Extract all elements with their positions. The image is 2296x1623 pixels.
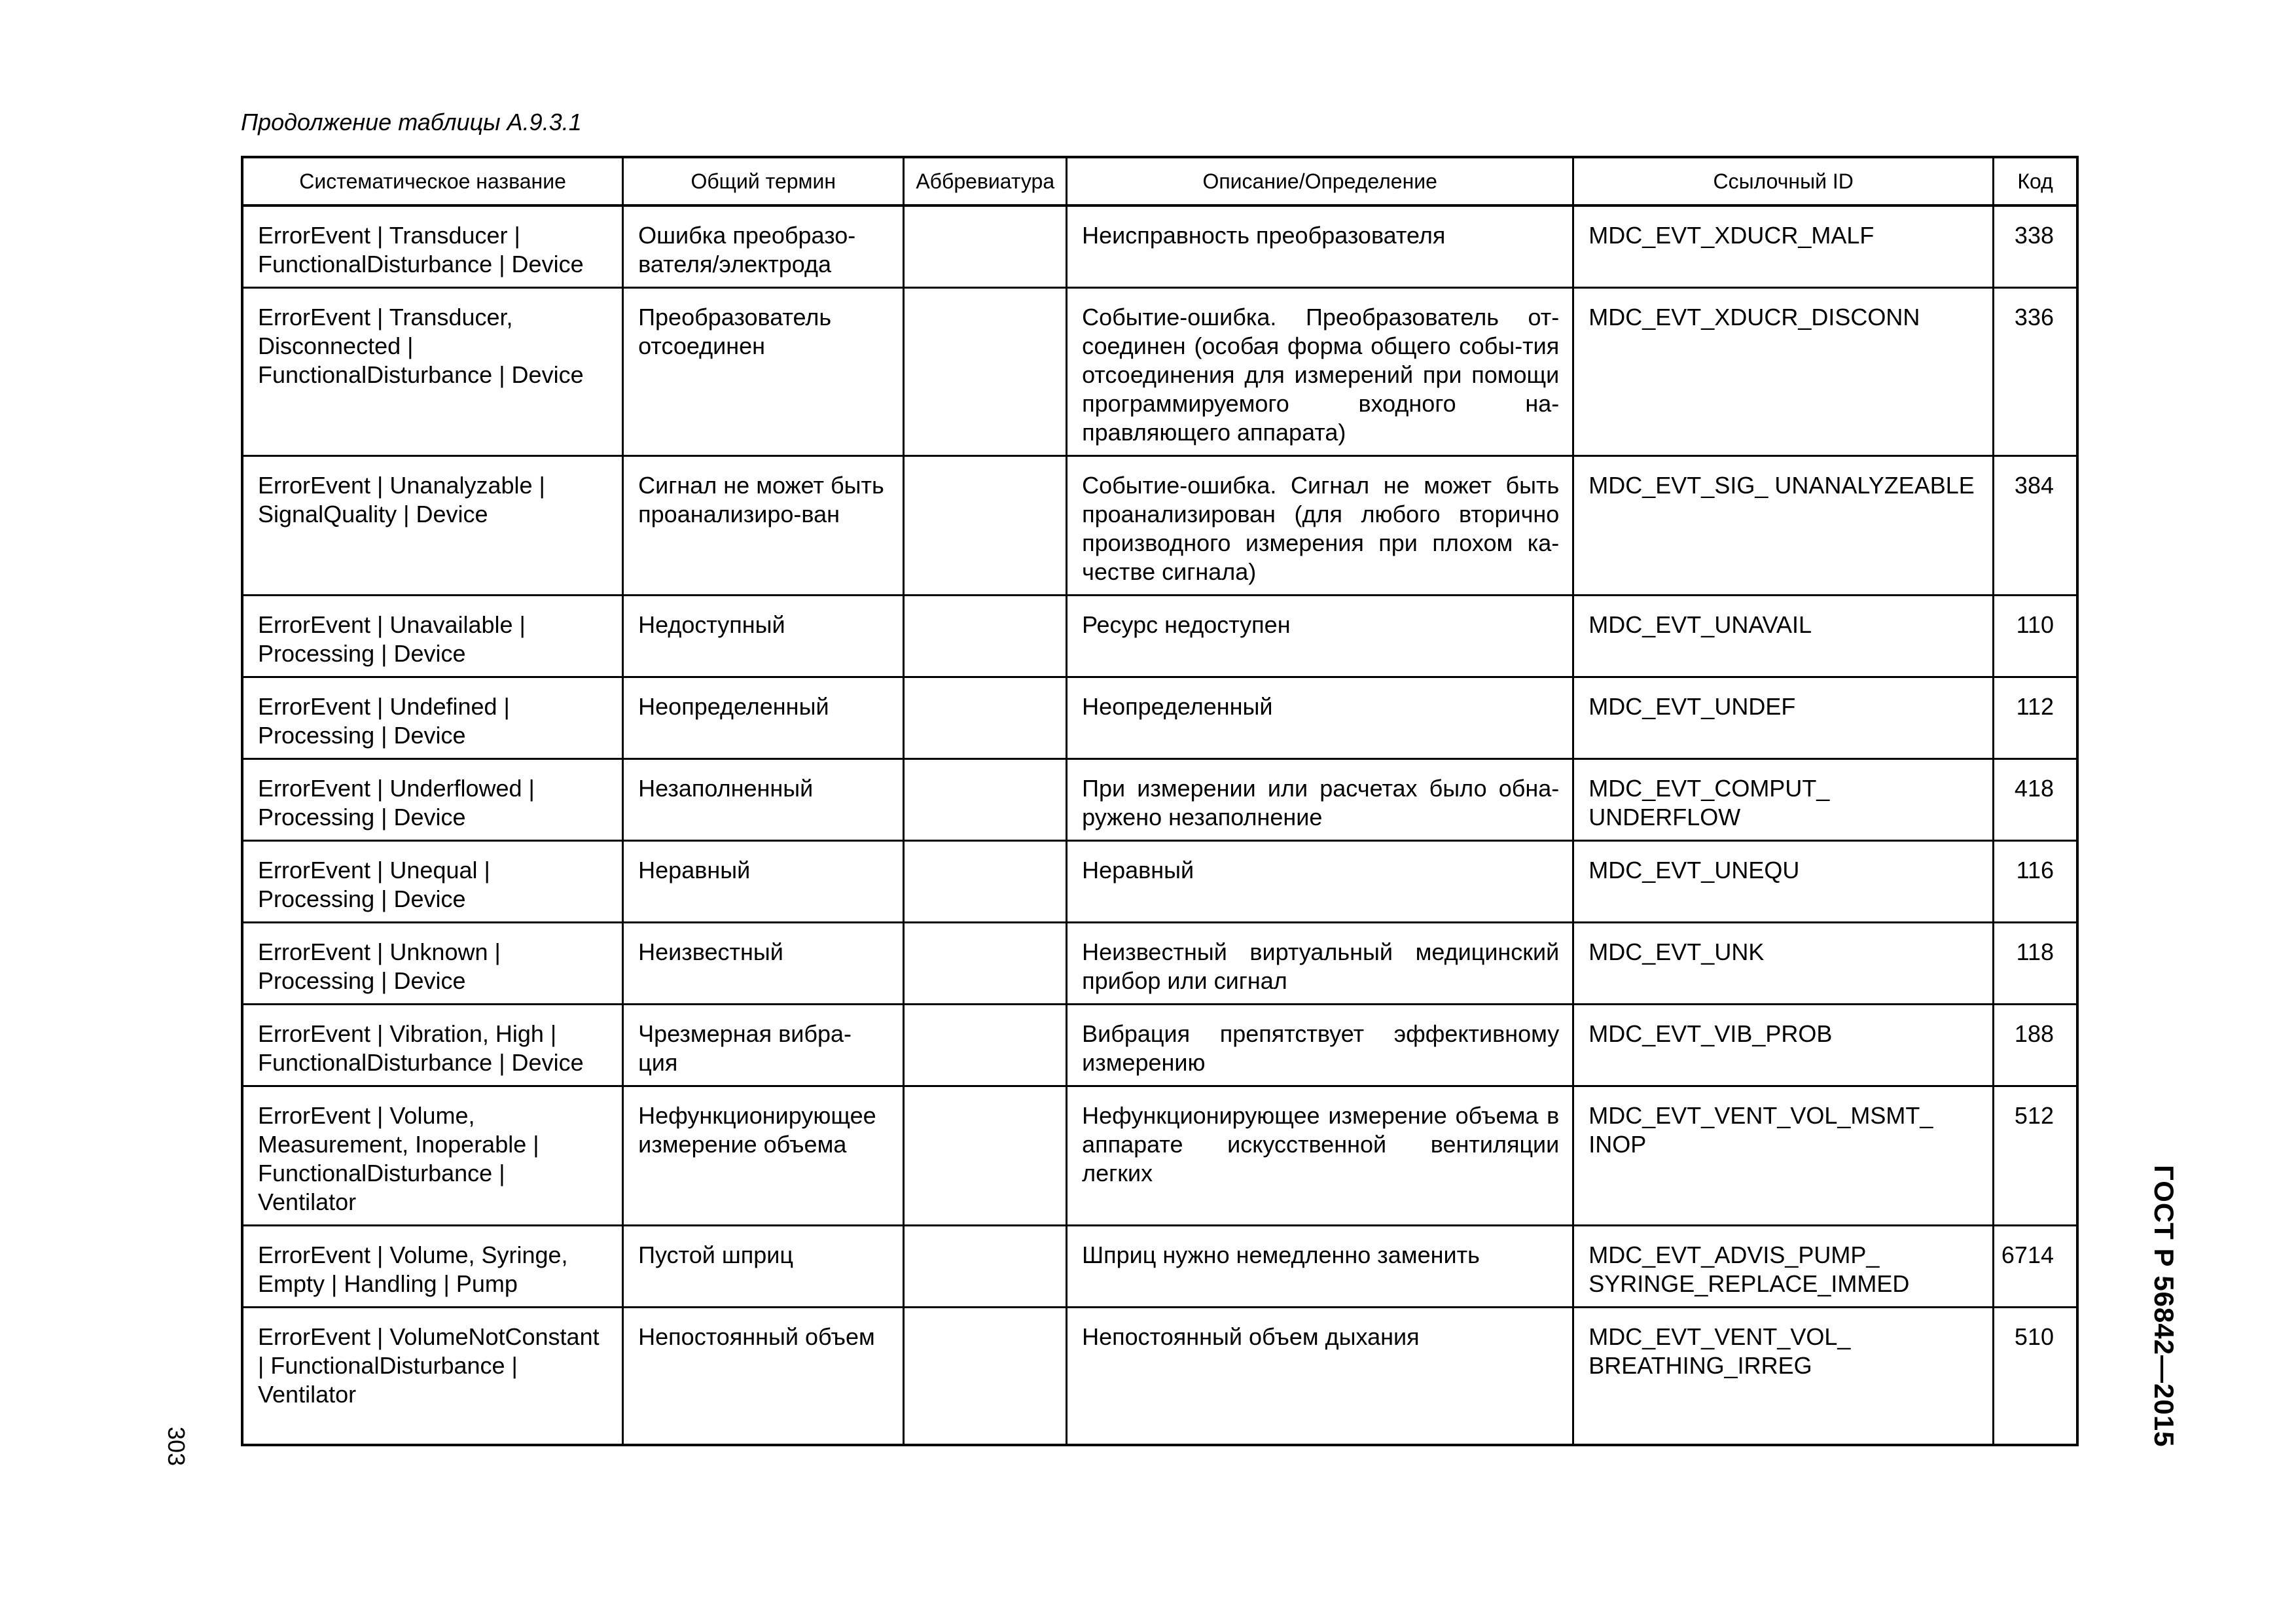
cell-ref: MDC_EVT_COMPUT_ UNDERFLOW [1573,759,1994,841]
cell-code: 188 [1994,1005,2077,1086]
cell-systematic: ErrorEvent | VolumeNotConstant | FunctionalDisturbance | Ventilator [242,1308,623,1445]
cell-desc: Неисправность преобразователя [1067,205,1573,288]
cell-code: 510 [1994,1308,2077,1445]
cell-code: 336 [1994,288,2077,456]
cell-ref: MDC_EVT_UNEQU [1573,841,1994,923]
cell-code: 110 [1994,596,2077,677]
cell-ref: MDC_EVT_UNDEF [1573,677,1994,759]
header-systematic: Систематическое название [242,157,623,205]
cell-abbr [904,841,1067,923]
cell-abbr [904,205,1067,288]
header-term: Общий термин [623,157,904,205]
cell-abbr [904,288,1067,456]
cell-systematic: ErrorEvent | Underflowed | Processing | Device [242,759,623,841]
cell-code: 112 [1994,677,2077,759]
cell-abbr [904,1226,1067,1308]
header-code: Код [1994,157,2077,205]
cell-systematic: ErrorEvent | Vibration, High | FunctionalDisturbance | Device [242,1005,623,1086]
cell-abbr [904,1086,1067,1226]
cell-desc: Вибрация препятствует эффективному измерению [1067,1005,1573,1086]
cell-systematic: ErrorEvent | Unequal | Processing | Device [242,841,623,923]
cell-term: Неравный [623,841,904,923]
cell-abbr [904,456,1067,596]
cell-desc: Ресурс недоступен [1067,596,1573,677]
cell-desc: При измерении или расчетах было обна-ружено незаполнение [1067,759,1573,841]
table-row [242,759,2077,841]
cell-desc: Неизвестный виртуальный медицинский прибор или сигнал [1067,923,1573,1005]
table-row [242,923,2077,1005]
cell-systematic: ErrorEvent | Unavailable | Processing | Device [242,596,623,677]
cell-term: Недоступный [623,596,904,677]
table-row [242,1086,2077,1226]
cell-ref: MDC_EVT_VENT_VOL_MSMT_ INOP [1573,1086,1994,1226]
cell-ref: MDC_EVT_UNK [1573,923,1994,1005]
cell-abbr [904,1308,1067,1445]
table-row [242,288,2077,456]
terms-table [241,156,2079,1446]
header-ref: Ссылочный ID [1573,157,1994,205]
cell-systematic: ErrorEvent | Unanalyzable | SignalQuality | Device [242,456,623,596]
cell-term: Ошибка преобразо-вателя/электрода [623,205,904,288]
page-number: 303 [163,1427,190,1467]
cell-code: 418 [1994,759,2077,841]
table-row [242,677,2077,759]
cell-ref: MDC_EVT_UNAVAIL [1573,596,1994,677]
cell-desc: Неопределенный [1067,677,1573,759]
cell-term: Пустой шприц [623,1226,904,1308]
cell-ref: MDC_EVT_VENT_VOL_ BREATHING_IRREG [1573,1308,1994,1445]
cell-code: 512 [1994,1086,2077,1226]
header-desc: Описание/Определение [1067,157,1573,205]
table-header-row [242,157,2077,205]
cell-systematic: ErrorEvent | Undefined | Processing | Device [242,677,623,759]
cell-abbr [904,923,1067,1005]
cell-desc: Событие-ошибка. Преобразователь от-соединен (особая форма общего собы-тия отсоединения для измерений при помощи программируемого входного на-правляющего аппарата) [1067,288,1573,456]
table-caption: Продолжение таблицы А.9.3.1 [241,109,582,135]
table-row [242,456,2077,596]
table-row [242,1308,2077,1445]
table-row [242,1005,2077,1086]
cell-code: 116 [1994,841,2077,923]
header-abbr: Аббревиатура [904,157,1067,205]
cell-desc: Событие-ошибка. Сигнал не может быть проанализирован (для любого вторично производного измерения при плохом ка-честве сигнала) [1067,456,1573,596]
cell-systematic: ErrorEvent | Volume, Syringe, Empty | Handling | Pump [242,1226,623,1308]
cell-term: Незаполненный [623,759,904,841]
cell-term: Неизвестный [623,923,904,1005]
cell-term: Чрезмерная вибра-ция [623,1005,904,1086]
cell-abbr [904,677,1067,759]
cell-code: 384 [1994,456,2077,596]
table-row [242,596,2077,677]
cell-ref: MDC_EVT_XDUCR_DISCONN [1573,288,1994,456]
cell-systematic: ErrorEvent | Volume, Measurement, Inoperable | FunctionalDisturbance | Ventilator [242,1086,623,1226]
cell-abbr [904,596,1067,677]
cell-desc: Непостоянный объем дыхания [1067,1308,1573,1445]
cell-ref: MDC_EVT_SIG_ UNANALYZEABLE [1573,456,1994,596]
cell-ref: MDC_EVT_XDUCR_MALF [1573,205,1994,288]
cell-systematic: ErrorEvent | Transducer | FunctionalDisturbance | Device [242,205,623,288]
cell-term: Сигнал не может быть проанализиро-ван [623,456,904,596]
cell-systematic: ErrorEvent | Unknown | Processing | Device [242,923,623,1005]
cell-ref: MDC_EVT_VIB_PROB [1573,1005,1994,1086]
standard-label: ГОСТ Р 56842—2015 [2149,1165,2179,1448]
cell-systematic: ErrorEvent | Transducer, Disconnected | FunctionalDisturbance | Device [242,288,623,456]
cell-abbr [904,1005,1067,1086]
cell-code: 338 [1994,205,2077,288]
table-row [242,1226,2077,1308]
cell-term: Нефункционирующее измерение объема [623,1086,904,1226]
cell-desc: Нефункционирующее измерение объема в аппарате искусственной вентиляции легких [1067,1086,1573,1226]
cell-abbr [904,759,1067,841]
table-row [242,205,2077,288]
cell-desc: Шприц нужно немедленно заменить [1067,1226,1573,1308]
cell-code: 6714 [1994,1226,2077,1308]
cell-term: Неопределенный [623,677,904,759]
cell-ref: MDC_EVT_ADVIS_PUMP_ SYRINGE_REPLACE_IMMED [1573,1226,1994,1308]
table-row [242,841,2077,923]
cell-term: Преобразователь отсоединен [623,288,904,456]
cell-desc: Неравный [1067,841,1573,923]
cell-code: 118 [1994,923,2077,1005]
cell-term: Непостоянный объем [623,1308,904,1445]
